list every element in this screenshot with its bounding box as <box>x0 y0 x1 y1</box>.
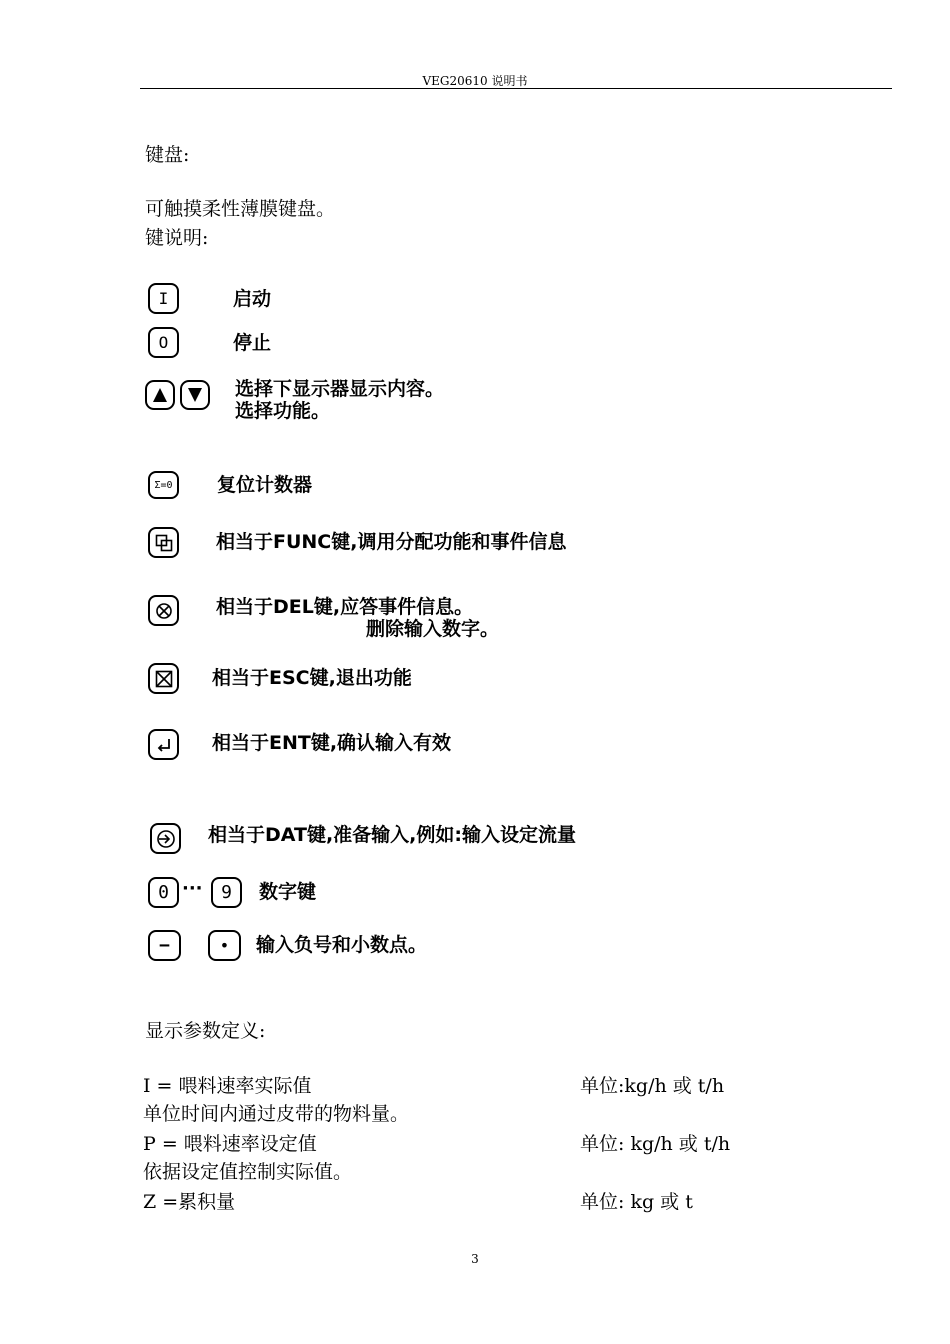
keys-heading: 键说明: <box>145 227 209 249</box>
digit-range-dots: ··· <box>182 878 203 899</box>
reset-counter-label: 复位计数器 <box>217 474 313 496</box>
display-params-heading: 显示参数定义: <box>145 1020 266 1042</box>
param-row-1-unit: 单位:kg/h 或 t/h <box>580 1075 725 1097</box>
param-row-3-text: P = 喂料速率设定值 <box>143 1133 317 1155</box>
arrow-keys-line2: 选择功能。 <box>235 400 331 422</box>
arrow-keys-line1: 选择下显示器显示内容。 <box>235 378 445 400</box>
stop-key-icon: O <box>148 327 179 358</box>
digit-zero-key-icon: 0 <box>148 877 179 908</box>
func-key-icon <box>148 527 179 558</box>
reset-counter-key-icon: Σ=0 <box>148 471 179 499</box>
func-key-label: 相当于FUNC键,调用分配功能和事件信息 <box>216 531 567 553</box>
keyboard-description: 可触摸柔性薄膜键盘。 <box>145 198 336 220</box>
esc-key-icon <box>148 663 179 694</box>
param-row-2-text: 单位时间内通过皮带的物料量。 <box>143 1103 410 1125</box>
minus-dot-label: 输入负号和小数点。 <box>256 934 428 956</box>
dat-key-icon <box>150 823 181 854</box>
page-header: VEG20610 说明书 <box>422 74 528 88</box>
header-rule <box>140 88 892 89</box>
del-key-line1: 相当于DEL键,应答事件信息。 <box>216 596 474 618</box>
param-row-3-unit: 单位: kg/h 或 t/h <box>580 1133 731 1155</box>
esc-key-label: 相当于ESC键,退出功能 <box>212 667 412 689</box>
dat-key-label: 相当于DAT键,准备输入,例如:输入设定流量 <box>208 824 576 846</box>
param-row-1-text: I = 喂料速率实际值 <box>143 1075 312 1097</box>
del-key-line2: 删除输入数字。 <box>366 618 500 640</box>
digit-keys-label: 数字键 <box>259 881 317 903</box>
param-row-4-text: 依据设定值控制实际值。 <box>143 1161 353 1183</box>
stop-key-label: 停止 <box>233 332 272 354</box>
arrow-down-key-icon <box>180 380 210 410</box>
start-key-label: 启动 <box>233 288 272 310</box>
page-number: 3 <box>471 1252 479 1266</box>
decimal-point-key-icon: • <box>208 930 241 961</box>
param-row-5-unit: 单位: kg 或 t <box>580 1191 693 1213</box>
param-row-5-text: Z =累积量 <box>143 1191 236 1213</box>
enter-key-icon <box>148 729 179 760</box>
del-key-icon <box>148 595 179 626</box>
keyboard-heading: 键盘: <box>145 144 190 166</box>
start-key-icon: I <box>148 283 179 314</box>
enter-key-label: 相当于ENT键,确认输入有效 <box>212 732 452 754</box>
minus-key-icon: − <box>148 930 181 961</box>
digit-nine-key-icon: 9 <box>211 877 242 908</box>
arrow-up-key-icon <box>145 380 175 410</box>
